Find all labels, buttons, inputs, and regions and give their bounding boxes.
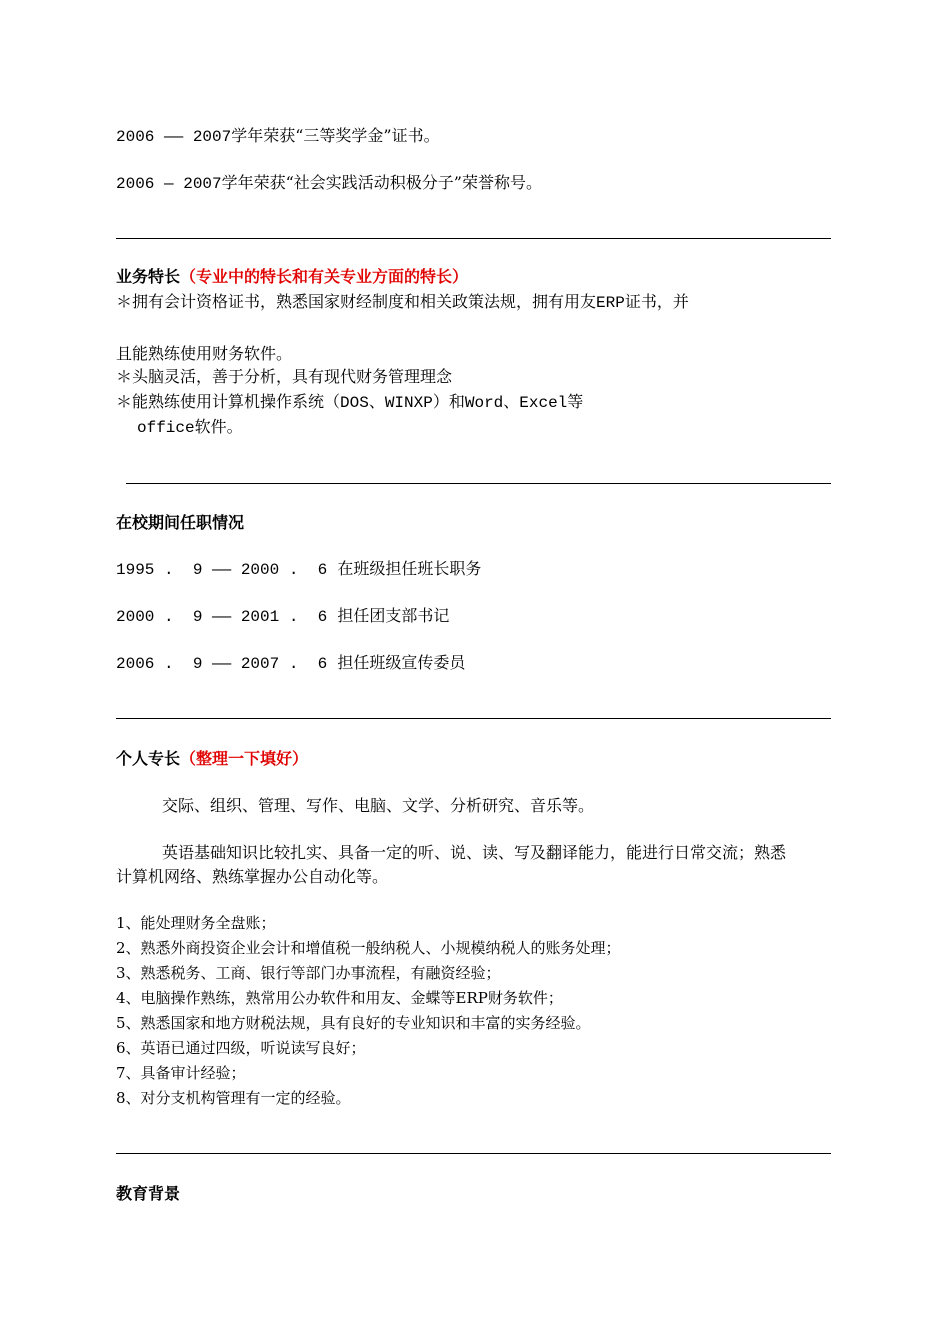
business-text: 证书，并: [624, 292, 689, 311]
personal-para-2-line-1: 英语基础知识比较扎实、具备一定的听、说、读、写及翻译能力，能进行日常交流；熟悉: [162, 843, 787, 862]
section-title-education: 教育背景: [116, 1184, 181, 1203]
business-text: 软件。: [194, 417, 243, 436]
business-text: ＊能熟练使用计算机操作系统（: [116, 392, 341, 411]
list-item: 5、熟悉国家和地方财税法规，具有良好的专业知识和丰富的实务经验。: [116, 1014, 591, 1032]
list-item: 8、对分支机构管理有一定的经验。: [116, 1089, 351, 1107]
campus-role: 担任团支部书记: [337, 606, 450, 625]
section-heading-personal: [116, 749, 308, 769]
business-line-3: ＊头脑灵活，善于分析，具有现代财务管理理念: [116, 367, 453, 386]
campus-date: 2000 . 9 —— 2001 . 6: [116, 608, 328, 626]
section-note: （专业中的特长和有关专业方面的特长）: [180, 267, 469, 286]
list-item: 1、能处理财务全盘账；: [116, 914, 276, 932]
section-title: 个人专长: [116, 749, 181, 768]
award-text: 学年荣获“三等奖学金”证书。: [231, 126, 440, 145]
award-text: 学年荣获“社会实践活动积极分子”荣誉称号。: [221, 173, 542, 192]
list-item: 6、英语已通过四级，听说读写良好；: [116, 1039, 366, 1057]
business-line-1: [116, 292, 689, 313]
section-heading-business: [116, 267, 468, 287]
business-line-5: [137, 417, 243, 438]
award-years: 2006 — 2007: [116, 175, 222, 193]
business-text: ＊拥有会计资格证书，熟悉国家财经制度和相关政策法规，拥有用友: [116, 292, 597, 311]
campus-row: [116, 559, 481, 580]
divider: [116, 1153, 831, 1154]
award-line-1: [116, 126, 440, 147]
erp-text: ERP: [596, 294, 625, 312]
section-title-campus: 在校期间任职情况: [116, 513, 245, 532]
business-line-4: [116, 392, 583, 413]
divider: [116, 718, 831, 719]
campus-role: 担任班级宣传委员: [337, 653, 466, 672]
campus-role: 在班级担任班长职务: [337, 559, 482, 578]
list-item: 2、熟悉外商投资企业会计和增值税一般纳税人、小规模纳税人的账务处理；: [116, 939, 621, 957]
list-item: 4、电脑操作熟练，熟常用公办软件和用友、金蝶等ERP财务软件；: [116, 989, 563, 1007]
divider: [126, 483, 831, 484]
award-line-2: [116, 173, 542, 194]
section-title: 业务特长: [116, 267, 181, 286]
divider: [116, 238, 831, 239]
campus-row: [116, 653, 465, 674]
business-line-2: 且能熟练使用财务软件。: [116, 344, 293, 363]
campus-date: 2006 . 9 —— 2007 . 6: [116, 655, 328, 673]
office-text: office: [137, 419, 195, 437]
award-years: 2006 —— 2007: [116, 128, 232, 146]
business-text: ）和: [432, 392, 465, 411]
section-note: （整理一下填好）: [180, 749, 309, 768]
os-names: DOS、WINXP: [340, 394, 433, 412]
campus-date: 1995 . 9 —— 2000 . 6: [116, 561, 328, 579]
list-item: 3、熟悉税务、工商、银行等部门办事流程，有融资经验；: [116, 964, 501, 982]
personal-para-1: 交际、组织、管理、写作、电脑、文学、分析研究、音乐等。: [162, 796, 595, 815]
business-text: 等: [567, 392, 584, 411]
list-item: 7、具备审计经验；: [116, 1064, 246, 1082]
campus-row: [116, 606, 449, 627]
personal-para-2-line-2: 计算机网络、熟练掌握办公自动化等。: [116, 867, 389, 886]
app-names: Word、Excel: [464, 394, 568, 412]
